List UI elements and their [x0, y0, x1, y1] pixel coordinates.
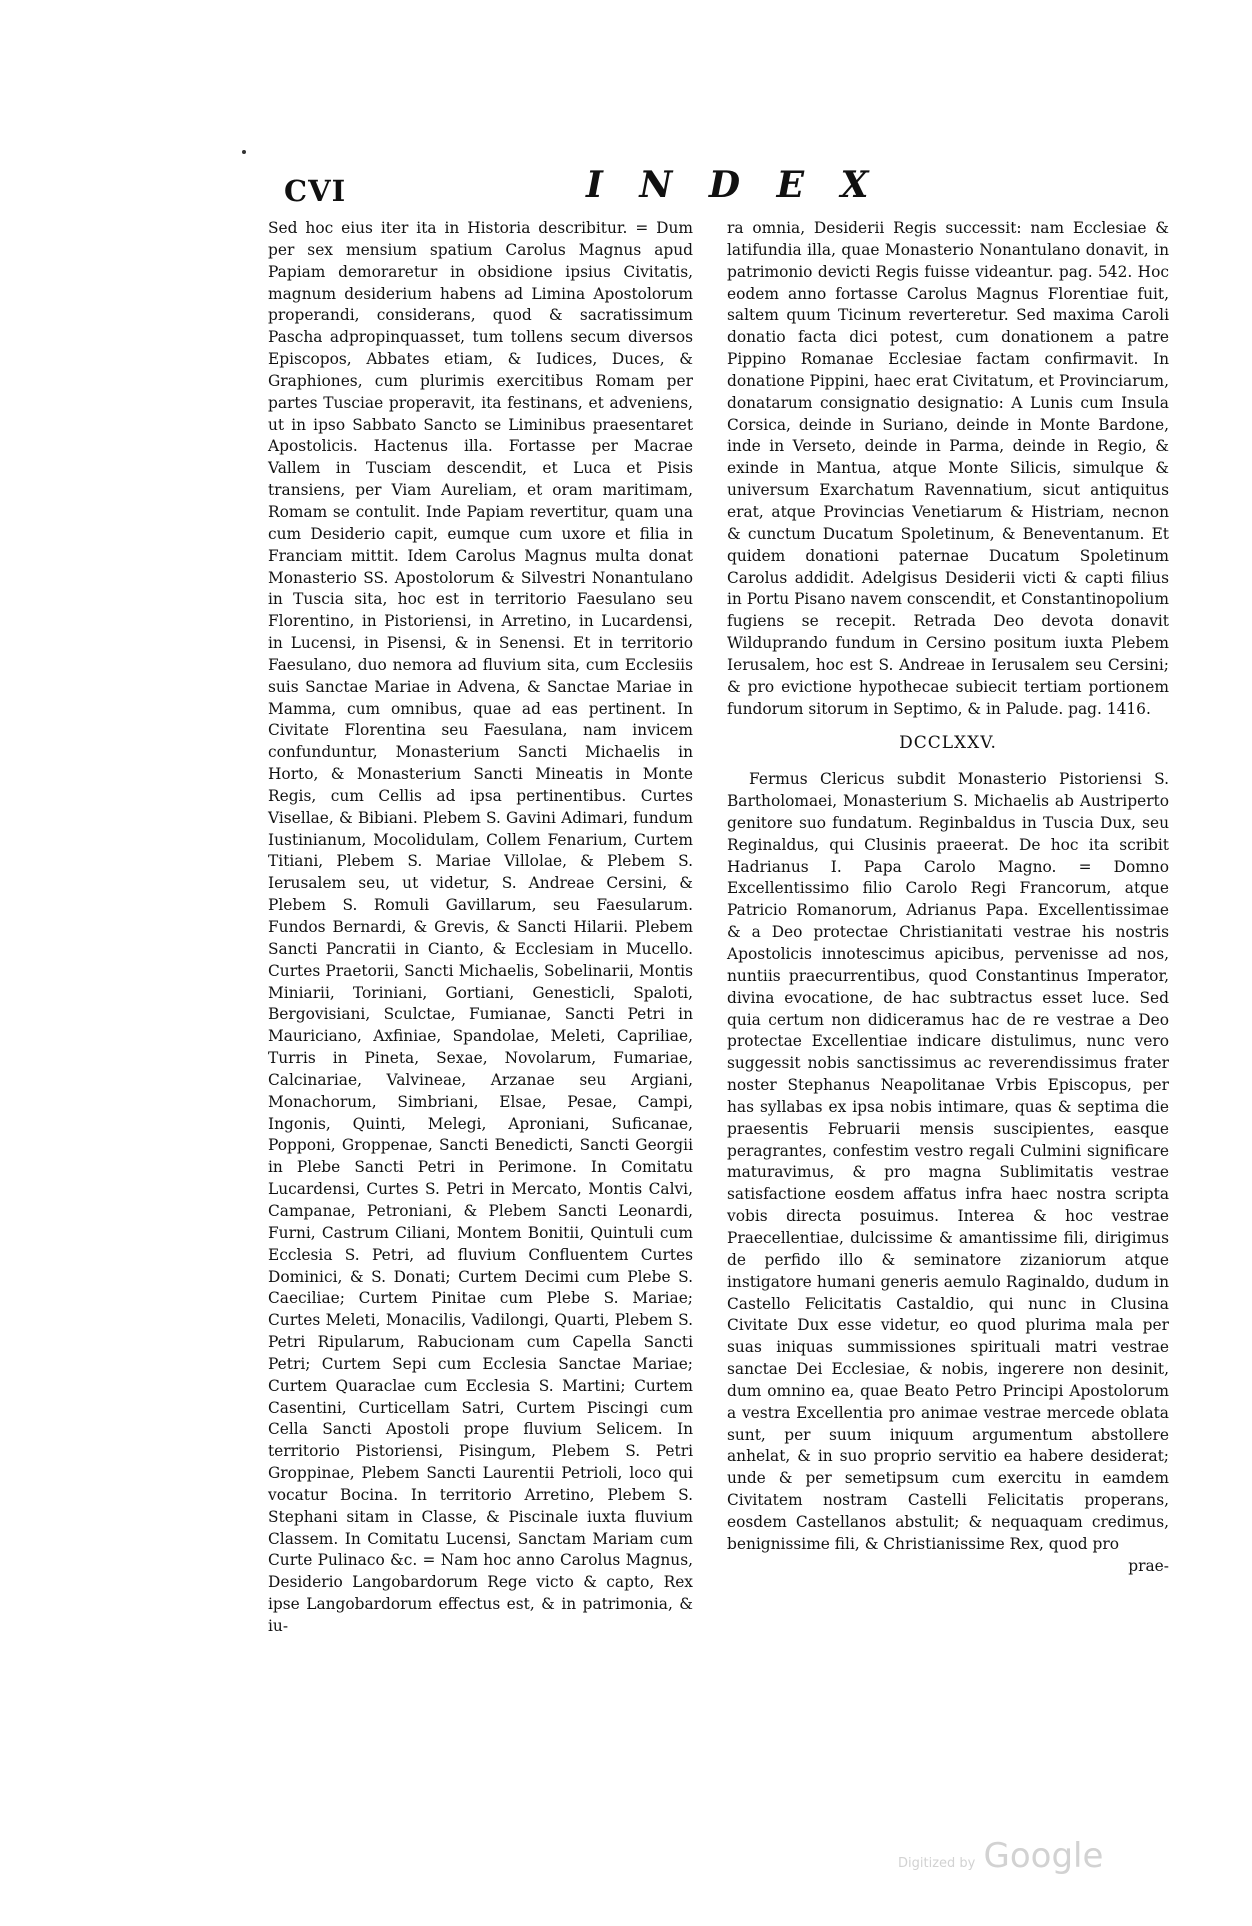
- watermark-brand: Google: [983, 1836, 1104, 1876]
- right-column: [727, 218, 1169, 1577]
- left-column-text: Sed hoc eius iter ita in Historia describitur. = Dum per sex mensium spatium Carolus Magnus apud Papiam demoraretur in obsidione ipsius Civitatis, magnum desiderium habens ad Limina Apostolorum properandi, considerans, quod & sacratissimum Pascha adpropinquasset, tum tollens secum diversos Episcopos, Abbates etiam, & Iudices, Duces, & Graphiones, cum plurimis exercitibus Romam per partes Tusciae properavit, ita festinans, et adveniens, ut in ipso Sabbato Sancto se Liminibus praesentaret Apostolicis. Hactenus illa. Fortasse per Macrae Vallem in Tusciam descendit, et Luca et Pisis transiens, per Viam Aureliam, et oram maritimam, Romam se contulit. Inde Papiam revertitur, quam una cum Desiderio capit, eumque cum uxore et filia in Franciam mittit. Idem Carolus Magnus multa donat Monasterio SS. Apostolorum & Silvestri Nonantulano in Tuscia sita, hoc est in territorio Faesulano seu Florentino, in Pistoriensi, in Arretino, in Lucardensi, in Lucensi, in Pisensi, & in Senensi. Et in territorio Faesulano, duo nemora ad fluvium sita, cum Ecclesiis suis Sanctae Mariae in Advena, & Sanctae Mariae in Mamma, cum omnibus, quae ad eas pertinent. In Civitate Florentina seu Faesulana, nam invicem confunduntur, Monasterium Sancti Michaelis in Horto, & Monasterium Sancti Mineatis in Monte Regis, cum Cellis ad ipsa pertinentibus. Curtes Visellae, & Bibiani. Plebem S. Gavini Adimari, fundum Iustinianum, Mocolidulam, Collem Fenarium, Curtem Titiani, Plebem S. Mariae Villolae, & Plebem S. Ierusalem seu, ut videtur, S. Andreae Cersini, & Plebem S. Romuli Gavillarum, seu Faesularum. Fundos Bernardi, & Grevis, & Sancti Hilarii. Plebem Sancti Pancratii in Cianto, & Ecclesiam in Mucello. Curtes Praetorii, Sancti Michaelis, Sobelinarii, Montis Miniarii, Toriniani, Gortiani, Genesticli, Spaloti, Bergovisiani, Sculctae, Fumianae, Sancti Petri in Mauriciano, Axfiniae, Spandolae, Meleti, Capriliae, Turris in Pineta, Sexae, Novolarum, Fumariae, Calcinariae, Valvineae, Arzanae seu Argiani, Monachorum, Simbriani, Elsae, Pesae, Campi, Ingonis, Quinti, Melegi, Aproniani, Suficanae, Popponi, Groppenae, Sancti Benedicti, Sancti Georgii in Plebe Sancti Petri in Perimone. In Comitatu Lucardensi, Curtes S. Petri in Mercato, Montis Calvi, Campanae, Petroniani, & Plebem Sancti Leonardi, Furni, Castrum Ciliani, Montem Bonitii, Quintuli cum Ecclesia S. Petri, ad fluvium Confluentem Curtes Dominici, & S. Donati; Curtem Decimi cum Plebe S. Caeciliae; Curtem Pinitae cum Plebe S. Mariae; Curtes Meleti, Monacilis, Vadilongi, Quarti, Plebem S. Petri Ripularum, Rabucionam cum Capella Sancti Petri; Curtem Sepi cum Ecclesia Sanctae Mariae; Curtem Quaraclae cum Ecclesia S. Martini; Curtem Casentini, Curticellam Satri, Curtem Piscingi cum Cella Sancti Apostoli prope fluvium Selicem. In territorio Pistoriensi, Pisingum, Plebem S. Petri Groppinae, Plebem Sancti Laurentii Petrioli, loco qui vocatur Bocina. In territorio Arretino, Plebem S. Stephani sitam in Classe, & Piscinale iuxta fluvium Classem. In Comitatu Lucensi, Sanctam Mariam cum Curte Pulinaco &c. = Nam hoc anno Carolus Magnus, Desiderio Langobardorum Rege victo & capto, Rex ipse Langobardorum effectus est, & in patrimonia, & iu-: [268, 219, 693, 1635]
- digitization-watermark: [898, 1836, 1103, 1876]
- left-column: [268, 218, 693, 1638]
- section-heading: DCCLXXV.: [899, 733, 997, 754]
- ink-speck: [242, 150, 246, 154]
- right-column-text-bottom: Fermus Clericus subdit Monasterio Pistoriensi S. Bartholomaei, Monasterium S. Michaelis ab Austriperto genitore suo fundatum. Reginbaldus in Tuscia Dux, seu Reginaldus, qui Clusinis praeerat. De hoc ita scribit Hadrianus I. Papa Carolo Magno. = Domno Excellentissimo filio Carolo Regi Francorum, atque Patricio Romanorum, Adrianus Papa. Excellentissimae & a Deo protectae Christianitati vestrae his nostris Apostolicis innotescimus apicibus, pervenisse ad nos, nuntiis praecurrentibus, quod Constantinus Imperator, divina evocatione, de hac subtractus esset luce. Sed quia certum non didiceramus hac de re vestrae a Deo protectae Excellentiae indicare distulimus, nunc vero suggessit nobis sanctissimus ac reverendissimus frater noster Stephanus Neapolitanae Vrbis Episcopus, per has syllabas ex ipsa nobis intimare, quas & septima die praesentis Februarii mensis suscipientes, easque peragrantes, confestim vestro regali Culmini significare maturavimus, & pro magna Sublimitatis vestrae satisfactione eosdem affatus infra haec nostra scripta vobis directa posuimus. Interea & hoc vestrae Praecellentiae, dulcissime & amantissime fili, dirigimus de perfido illo & seminatore zizaniorum atque instigatore humani generis aemulo Raginaldo, dudum in Castello Felicitatis Castaldio, qui nunc in Clusina Civitate Dux esse videtur, eo quod plurima mala per suas iniquas summissiones spirituali matri vestrae sanctae Dei Ecclesiae, & nobis, ingerere non desinit, dum omnino ea, quae Beato Petro Principi Apostolorum a vestra Excellentia pro animae vestrae mercede oblata sunt, per suum iniquum argumentum abstollere anhelat, & in suo proprio servitio ea habere desiderat; unde & per semetipsum cum exercitu in eamdem Civitatem nostram Castelli Felicitatis properans, eosdem Castellanos abstulit; & nequaquam credimus, benignissime fili, & Christianissime Rex, quod pro: [727, 770, 1169, 1553]
- page-number: CVI: [284, 174, 347, 208]
- watermark-prefix: Digitized by: [898, 1856, 976, 1871]
- catchword: prae-: [1128, 1556, 1169, 1575]
- right-column-text-top: ra omnia, Desiderii Regis successit: nam Ecclesiae & latifundia illa, quae Monasterio Nonantulano donavit, in patrimonio devicti Regis fuisse videantur. pag. 542. Hoc eodem anno fortasse Carolus Magnus Florentiae fuit, saltem quum Ticinum reverteretur. Sed maxima Caroli donatio facta dici potest, cum donationem a patre Pippino Romanae Ecclesiae factam confirmavit. In donatione Pippini, haec erat Civitatum, et Provinciarum, donatarum consignatio designatio: A Lunis cum Insula Corsica, deinde in Suriano, deinde in Monte Bardone, inde in Verseto, deinde in Parma, deinde in Regio, & exinde in Mantua, atque Monte Silicis, simulque & universum Exarchatum Ravennatium, sicut antiquitus erat, atque Provincias Venetiarum & Histriam, necnon & cunctum Ducatum Spoletinum, & Beneventanum. Et quidem donationi paternae Ducatum Spoletinum Carolus addidit. Adelgisus Desiderii victi & capti filius in Portu Pisano navem conscendit, et Constantinopolium fugiens se recepit. Retrada Deo devota donavit Wilduprando fundum in Cersino positum iuxta Plebem Ierusalem, hoc est S. Andreae in Ierusalem seu Cersini; & pro evictione hypothecae subiecit tertiam portionem fundorum sitorum in Septimo, & in Palude. pag. 1416.: [727, 219, 1170, 718]
- page-title: I N D E X: [586, 164, 881, 206]
